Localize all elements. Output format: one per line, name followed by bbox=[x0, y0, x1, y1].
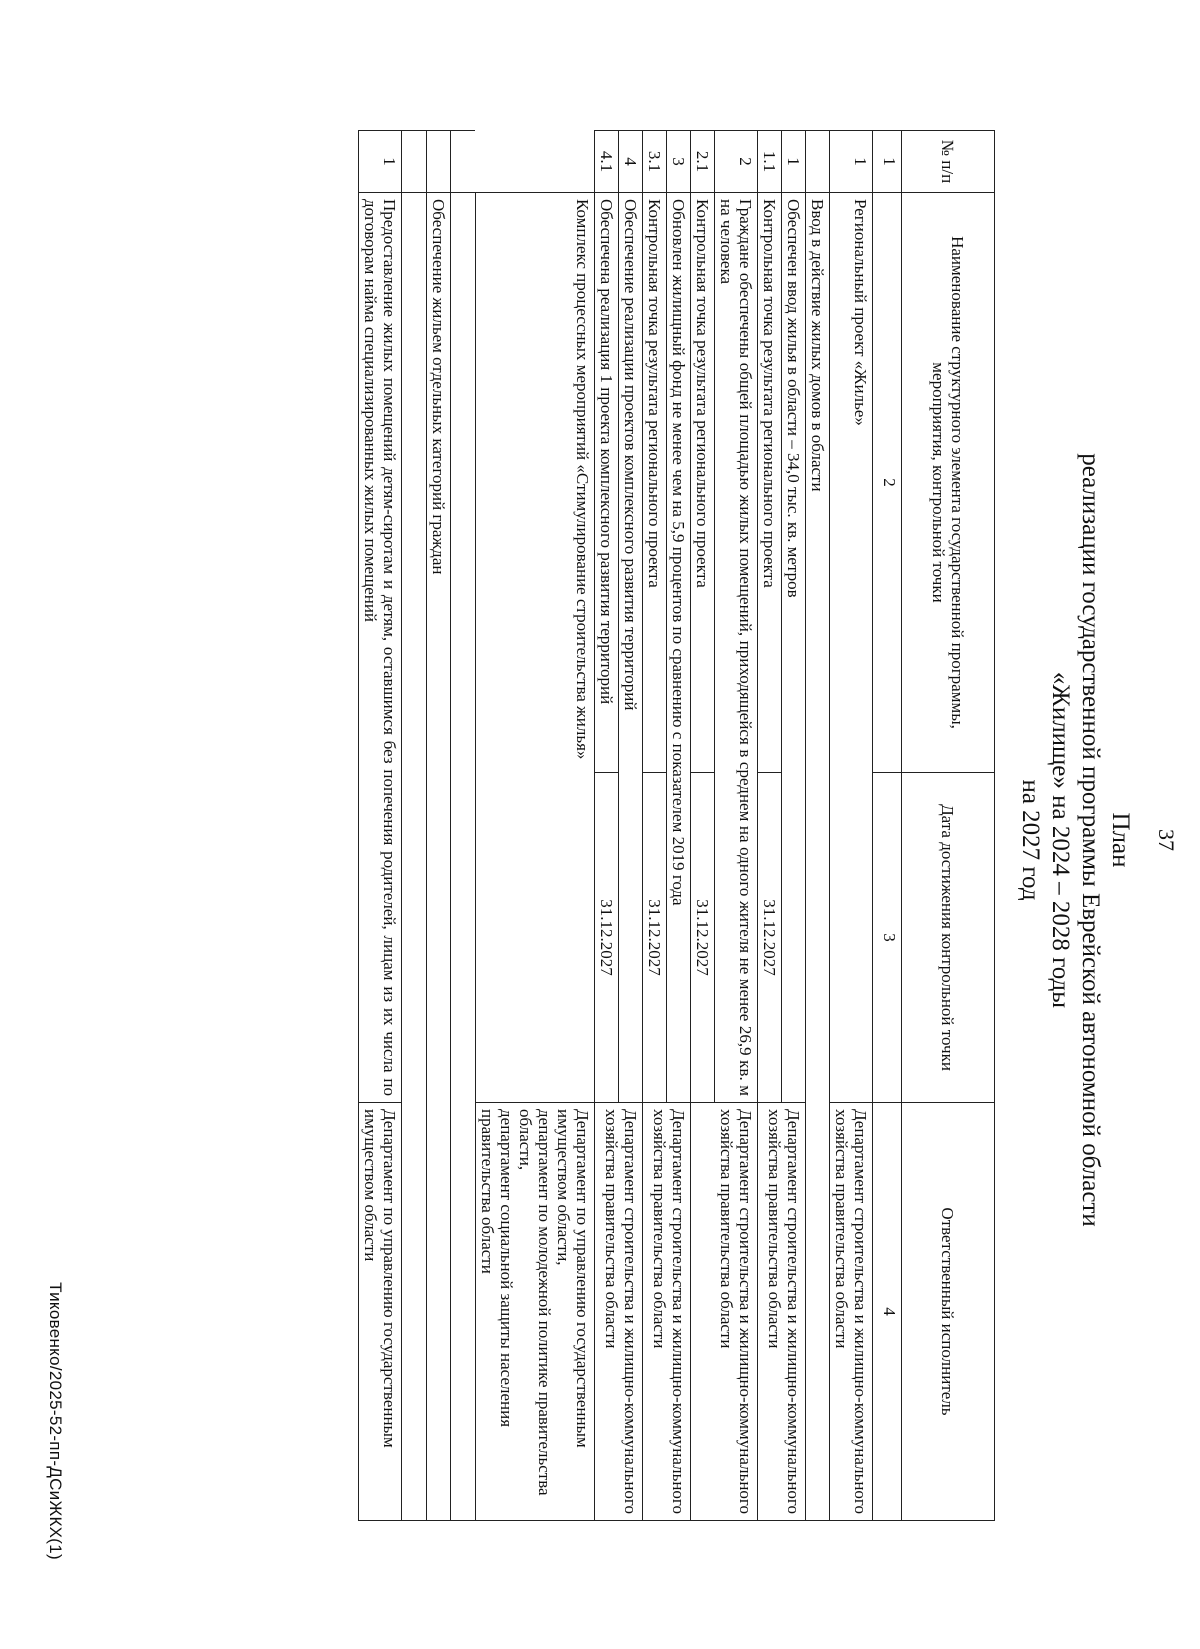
empty-cell bbox=[402, 131, 427, 193]
header-num: № п/п bbox=[902, 131, 995, 193]
row-name: Граждане обеспечены общей площадью жилых помещений, приходящейся в среднем на одного жителя не менее 26,9 кв. м на человека bbox=[715, 193, 758, 1103]
row-num: 2 bbox=[715, 131, 758, 193]
row-date: 31.12.2027 bbox=[595, 773, 619, 1103]
header-responsible: Ответственный исполнитель bbox=[902, 1103, 995, 1521]
row-responsible: Департамент строительства и жилищно-коммунального хозяйства правительства области bbox=[758, 1103, 806, 1521]
table-row bbox=[476, 131, 595, 1521]
row-num: 3.1 bbox=[643, 131, 667, 193]
empty-cell bbox=[402, 193, 427, 1521]
section-title: Обеспечение жильем отдельных категорий граждан bbox=[427, 193, 451, 1521]
table-row bbox=[667, 131, 691, 1521]
table-row bbox=[359, 131, 402, 1521]
table-row bbox=[715, 131, 758, 1521]
row-name: Обеспечение реализации проектов комплексного развития территорий bbox=[619, 193, 643, 1103]
table-row bbox=[782, 131, 806, 1521]
row-name: Предоставление жилых помещений детям-сиротам и детям, оставшимся без попечения родителей, лицам из их числа по договорам найма специализированных жилых помещений bbox=[359, 193, 402, 1103]
plan-table bbox=[358, 130, 995, 1521]
row-num: 1 bbox=[359, 131, 402, 193]
empty-cell bbox=[451, 131, 476, 193]
rotated-document-page bbox=[35, 60, 1195, 1620]
document-title bbox=[1015, 60, 1135, 1620]
row-responsible: Департамент строительства и жилищно-коммунального хозяйства правительства области bbox=[595, 1103, 643, 1521]
section-row bbox=[427, 131, 451, 1521]
section-title: Ввод в действие жилых домов в области bbox=[806, 193, 830, 1521]
document-footer-id: Тиковенко/2025-52-пп-ДСиЖКХ(1) bbox=[46, 1282, 65, 1560]
title-line-3: «Жилище» на 2024 – 2028 годы bbox=[1047, 671, 1074, 1009]
table-index-row bbox=[873, 131, 902, 1521]
row-name: Комплекс процессных мероприятий «Стимулирование строительства жилья» bbox=[476, 193, 595, 1103]
title-line-2: реализации государственной программы Еврейской автономной области bbox=[1077, 453, 1104, 1227]
row-name: Контрольная точка результата регионального проекта bbox=[691, 193, 715, 773]
row-num bbox=[806, 131, 830, 193]
index-cell: 4 bbox=[873, 1103, 902, 1521]
empty-cell bbox=[451, 193, 476, 1521]
row-num: 3 bbox=[667, 131, 691, 193]
row-num: 1.1 bbox=[758, 131, 782, 193]
header-date: Дата достижения контрольной точки bbox=[902, 773, 995, 1103]
section-row bbox=[806, 131, 830, 1521]
row-date: 31.12.2027 bbox=[643, 773, 667, 1103]
row-name: Региональный проект «Жилье» bbox=[830, 193, 873, 1103]
table-header-row bbox=[902, 131, 995, 1521]
index-cell: 1 bbox=[873, 131, 902, 193]
row-num: 2.1 bbox=[691, 131, 715, 193]
row-responsible: Департамент строительства и жилищно-коммунального хозяйства правительства области bbox=[830, 1103, 873, 1521]
row-name: Обеспечен ввод жилья в области – 34,0 тыс. кв. метров bbox=[782, 193, 806, 1103]
row-num: 1 bbox=[782, 131, 806, 193]
title-line-4: на 2027 год bbox=[1017, 779, 1044, 901]
row-name: Обновлен жилищный фонд не менее чем на 5,9 процентов по сравнению с показателем 2019 года bbox=[667, 193, 691, 1103]
row-responsible: Департамент строительства и жилищно-коммунального хозяйства правительства области bbox=[643, 1103, 691, 1521]
header-name: Наименование структурного элемента государственной программы, мероприятия, контрольной точки bbox=[902, 193, 995, 773]
row-num: 4 bbox=[619, 131, 643, 193]
table-row bbox=[830, 131, 873, 1521]
row-name: Обеспечена реализация 1 проекта комплексного развития территорий bbox=[595, 193, 619, 773]
index-cell: 3 bbox=[873, 773, 902, 1103]
row-num: 1 bbox=[830, 131, 873, 193]
row-num bbox=[427, 131, 451, 193]
row-responsible: Департамент строительства и жилищно-коммунального хозяйства правительства области bbox=[691, 1103, 758, 1521]
row-date: 31.12.2027 bbox=[691, 773, 715, 1103]
empty-row bbox=[402, 131, 427, 1521]
row-name: Контрольная точка результата регионального проекта bbox=[758, 193, 782, 773]
row-name: Контрольная точка результата регионального проекта bbox=[643, 193, 667, 773]
row-num: 4.1 bbox=[595, 131, 619, 193]
row-date: 31.12.2027 bbox=[758, 773, 782, 1103]
index-cell: 2 bbox=[873, 193, 902, 773]
row-responsible: Департамент по управлению государственным имуществом области bbox=[359, 1103, 402, 1521]
row-num bbox=[476, 131, 595, 193]
row-responsible: Департамент по управлению государственным имуществом области, департамент по молодежной политике правительства области, департамент социальной защиты населения правительства области bbox=[476, 1103, 595, 1521]
page-number: 37 bbox=[1154, 829, 1179, 851]
title-line-1: План bbox=[1107, 812, 1134, 868]
empty-row bbox=[451, 131, 476, 1521]
table-row bbox=[619, 131, 643, 1521]
